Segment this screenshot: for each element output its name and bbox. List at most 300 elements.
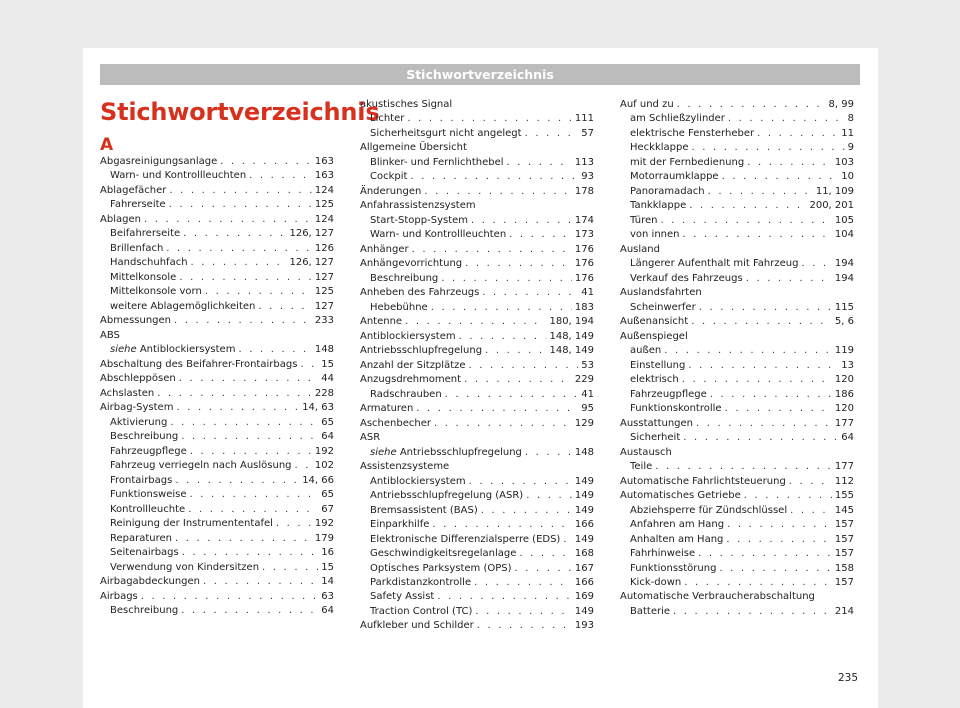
entry-text: Sicherheit [630,432,681,444]
entry-page-ref: 127 [314,300,334,312]
dot-leader [169,184,312,198]
entry-page-ref: 8 [847,113,854,125]
entry-page-ref: 194 [834,272,854,284]
index-subentry [360,272,594,286]
entry-page-ref: 157 [834,548,854,560]
dot-leader [471,214,572,228]
dot-leader [474,576,572,590]
entry-text: Achslasten [100,387,155,399]
dot-leader [475,605,572,619]
entry-term [360,257,462,271]
index-subentry [100,169,334,183]
entry-term [110,430,178,444]
index-subentry [620,156,854,170]
index-subentry [620,170,854,184]
index-subentry [360,590,594,604]
entry-text: Kick-down [630,576,682,588]
entry-text: Anhänger [360,243,409,255]
entry-text: Geschwindigkeitsregelanlage [370,548,517,560]
entry-term [630,504,787,518]
entry-page-ref: 14 [321,576,334,588]
index-entry [360,257,594,271]
index-entry [620,446,854,460]
entry-text: Änderungen [360,185,422,197]
index-subentry [360,518,594,532]
entry-page-ref: 163 [314,170,334,182]
entry-page-ref: 14, 66 [302,474,334,486]
dot-leader [515,562,572,576]
index-entry [360,315,594,329]
dot-leader [144,213,312,227]
entry-page-ref: 11 [841,127,854,139]
entry-text: Antriebsschlupfregelung (ASR) [370,490,524,502]
entry-page-ref: 64 [321,431,334,443]
dot-leader [790,504,832,518]
entry-page-ref: 149 [574,490,594,502]
entry-term [360,373,461,387]
index-subentry [620,127,854,141]
dot-leader [688,359,838,373]
entry-term [360,286,479,300]
entry-term [630,301,696,315]
entry-text: Frontairbags [110,474,173,486]
entry-text: am Schließzylinder [630,113,725,125]
index-entry [100,184,334,198]
index-subentry [620,533,854,547]
entry-text: Antiblockiersystem [360,330,456,342]
entry-page-ref: 125 [314,199,334,211]
index-subentry [620,359,854,373]
index-entry [360,402,594,416]
index-entry [360,417,594,431]
entry-term [630,518,724,532]
entry-page-ref: 177 [834,417,854,429]
entry-term [630,257,798,271]
entry-term [630,344,661,358]
entry-text: Allgemeine Übersicht [360,142,467,154]
entry-term [630,199,686,213]
entry-page-ref: 148 [314,344,334,356]
entry-page-ref: 157 [834,519,854,531]
dot-leader [683,431,838,445]
entry-text: Airbag-System [100,402,174,414]
entry-page-ref: 158 [834,562,854,574]
dot-leader [482,286,578,300]
entry-term [360,460,449,474]
dot-leader [477,619,572,633]
entry-term [110,546,179,560]
index-entry [100,590,334,604]
index-subentry [620,112,854,126]
entry-text: Aktivierung [110,416,168,428]
index-subentry [620,272,854,286]
entry-page-ref: 176 [574,243,594,255]
entry-term [370,388,442,402]
entry-page-ref: 103 [834,156,854,168]
dot-leader [563,533,572,547]
index-subentry [360,170,594,184]
entry-text: Ausland [620,243,660,255]
dot-leader [190,445,312,459]
entry-text: Safety Assist [370,591,435,603]
entry-text: Einparkhilfe [370,519,430,531]
entry-term [100,387,154,401]
entry-text: Seitenairbags [110,547,179,559]
dot-leader [708,185,813,199]
dot-leader [664,344,832,358]
entry-page-ref: 186 [834,388,854,400]
index-column-1 [100,155,334,619]
dot-leader [728,112,845,126]
dot-leader [432,518,572,532]
index-entry [100,155,334,169]
index-subentry [360,489,594,503]
entry-term [360,417,431,431]
dot-leader [300,358,318,372]
entry-text: Motorraumklappe [630,171,719,183]
index-entry [100,387,334,401]
entry-text: Handschuhfach [110,257,188,269]
entry-text: Abschleppösen [100,373,176,385]
entry-text: ABS [100,329,120,341]
index-subentry [360,388,594,402]
entry-page-ref: 157 [834,576,854,588]
entry-text: Verkauf des Fahrzeugs [630,272,743,284]
entry-term [110,169,246,183]
index-entry [360,98,594,112]
dot-leader [481,504,572,518]
entry-page-ref: 57 [581,127,594,139]
entry-page-ref: 229 [574,374,594,386]
index-subentry [100,532,334,546]
index-subentry [360,228,594,242]
index-subentry [100,285,334,299]
entry-page-ref: 194 [834,258,854,270]
entry-text: Reinigung der Instrumententafel [110,518,273,530]
index-subentry [620,605,854,619]
index-subentry [620,431,854,445]
index-entry [100,314,334,328]
entry-page-ref: 9 [847,142,854,154]
dot-leader [469,475,572,489]
index-subentry [360,504,594,518]
entry-term [360,185,421,199]
entry-page-ref: 176 [574,258,594,270]
index-subentry [620,547,854,561]
entry-page-ref: 5, 6 [834,316,854,328]
entry-term [110,227,180,241]
index-subentry [100,604,334,618]
index-entry [360,431,594,445]
entry-text: Automatisches Getriebe [620,490,741,502]
entry-term [620,489,741,503]
entry-text: Abgasreinigungsanlage [100,156,218,167]
entry-term [370,156,504,170]
entry-text: Ablagen [100,213,141,225]
entry-text: Elektronische Differenzialsperre (EDS) [370,533,561,545]
entry-page-ref: 120 [834,374,854,386]
entry-term [370,605,472,619]
entry-term [110,459,292,473]
entry-text: Austausch [620,446,672,458]
entry-term [630,141,689,155]
entry-page-ref: 157 [834,533,854,545]
entry-text: Armaturen [360,403,414,415]
entry-page-ref: 173 [574,229,594,241]
entry-text: Auf und zu [620,99,674,110]
entry-term [370,301,428,315]
entry-page-ref: 169 [574,591,594,603]
index-entry [360,141,594,155]
index-entry [620,315,854,329]
dot-leader [437,590,572,604]
entry-page-ref: 113 [574,156,594,168]
index-entry [360,619,594,633]
index-entry [360,199,594,213]
entry-term [110,474,172,488]
entry-page-ref: 16 [321,547,334,559]
index-subentry [360,475,594,489]
dot-leader [179,372,319,386]
dot-leader [445,388,579,402]
entry-term [630,127,754,141]
entry-text: mit der Fernbedienung [630,156,745,168]
dot-leader [412,243,572,257]
entry-text: Abziehsperre für Zündschlüssel [630,504,788,516]
entry-text: Assistenzsysteme [360,461,450,473]
entry-page-ref: 149 [574,504,594,516]
entry-text: Blinker- und Fernlichthebel [370,156,504,168]
entry-page-ref: 149 [574,475,594,487]
dot-leader [141,590,319,604]
entry-term [370,272,438,286]
index-subentry [360,214,594,228]
dot-leader [469,359,579,373]
dot-leader [682,373,832,387]
entry-page-ref: 129 [574,417,594,429]
entry-term [110,300,255,314]
index-subentry [100,445,334,459]
dot-leader [181,604,318,618]
entry-page-ref: 126 [314,242,334,254]
index-subentry [620,460,854,474]
entry-term [630,214,657,228]
dot-leader [507,156,572,170]
entry-term [100,213,141,227]
entry-term [110,561,259,575]
entry-text: Sicherheitsgurt nicht angelegt [370,127,522,139]
entry-page-ref: 166 [574,519,594,531]
dot-leader [295,459,312,473]
entry-text: Beifahrerseite [110,228,181,240]
dot-leader [719,562,831,576]
entry-term [360,359,466,373]
entry-term [630,402,722,416]
entry-text: Automatische Fahrlichtsteuerung [620,475,786,487]
entry-text: Fahrzeug verriegeln nach Auslösung [110,460,292,472]
entry-page-ref: 120 [834,403,854,415]
entry-text: Lichter [370,113,405,125]
entry-text: Teile [630,461,653,473]
entry-text: Beschreibung [370,272,439,284]
entry-term [370,228,506,242]
dot-leader [509,228,572,242]
entry-term [630,388,707,402]
dot-leader [166,242,312,256]
entry-term [370,518,429,532]
entry-page-ref: 93 [581,171,594,183]
entry-text: Antiblockiersystem [370,475,466,487]
index-subentry [100,488,334,502]
entry-text: Abschaltung des Beifahrer-Frontairbags [100,358,298,370]
entry-term [110,445,187,459]
entry-text: elektrisch [630,374,679,386]
entry-term [110,242,163,256]
dot-leader [276,517,312,531]
entry-term [110,532,172,546]
dot-leader [416,402,578,416]
entry-page-ref: 193 [574,620,594,632]
dot-leader [249,169,312,183]
entry-text: Abmessungen [100,315,172,327]
entry-term [110,198,166,212]
entry-text: Anfahrassistenzsystem [360,200,476,212]
index-entry [360,373,594,387]
entry-term [630,228,680,242]
entry-term [370,590,434,604]
index-entry [360,330,594,344]
entry-term [110,343,235,357]
entry-page-ref: 64 [841,432,854,444]
entry-text: Panoramadach [630,185,705,197]
entry-page-ref: 10 [841,171,854,183]
entry-text: Hebebühne [370,301,428,313]
entry-text: Kontrollleuchte [110,503,186,515]
entry-term [360,141,467,155]
dot-leader [203,575,318,589]
index-column-3 [620,98,854,619]
dot-leader [683,228,832,242]
entry-term [370,576,471,590]
index-entry [360,359,594,373]
index-entry [620,330,854,344]
entry-page-ref: 104 [834,229,854,241]
entry-term [370,170,407,184]
index-subentry [360,301,594,315]
entry-page-ref: 44 [321,373,334,385]
entry-text: Anfahren am Hang [630,519,725,531]
index-subentry [100,561,334,575]
entry-term [630,562,716,576]
dot-leader [696,417,832,431]
dot-leader [179,271,312,285]
entry-term [360,315,402,329]
entry-text: Batterie [630,605,671,617]
entry-text: Ausstattungen [620,417,694,429]
entry-page-ref: 8, 99 [828,99,854,110]
entry-page-ref: 183 [574,301,594,313]
index-subentry [360,576,594,590]
entry-page-ref: 127 [314,271,334,283]
entry-text: Optisches Parksystem (OPS) [370,562,512,574]
index-subentry [360,547,594,561]
entry-term [100,372,176,386]
entry-text: Bremsassistent (BAS) [370,504,478,516]
entry-text: Airbags [100,590,138,602]
entry-term [620,98,674,112]
entry-text: Funktionsweise [110,489,187,501]
index-subentry [100,242,334,256]
entry-text: Fahrhinweise [630,548,696,560]
index-entry [620,475,854,489]
entry-text: Antriebsschlupfregelung [360,345,483,357]
entry-term [110,416,167,430]
dot-leader [726,533,832,547]
see-reference: siehe [110,344,137,356]
index-subentry [360,562,594,576]
dot-leader [157,387,312,401]
entry-page-ref: 111 [574,113,594,125]
entry-text: Heckklappe [630,142,689,154]
entry-text: Antenne [360,316,403,328]
entry-term [370,127,522,141]
entry-term [630,185,705,199]
entry-term [360,431,380,445]
dot-leader [441,272,572,286]
dot-leader [677,98,826,112]
index-entry [620,417,854,431]
index-entry [100,372,334,386]
entry-term [360,344,482,358]
dot-leader [459,330,547,344]
index-subentry [100,517,334,531]
entry-page-ref: 179 [314,532,334,544]
entry-page-ref: 126, 127 [289,257,334,269]
entry-page-ref: 192 [314,518,334,530]
dot-leader [407,112,572,126]
index-subentry [620,301,854,315]
index-subentry [100,271,334,285]
entry-page-ref: 145 [834,504,854,516]
dot-leader [525,127,579,141]
entry-text: Cockpit [370,171,408,183]
entry-term [370,446,522,460]
index-subentry [100,474,334,488]
dot-leader [176,401,299,415]
entry-page-ref: 178 [574,185,594,197]
page-number: 235 [838,672,859,684]
entry-term [110,488,187,502]
entry-page-ref: 64 [321,605,334,617]
index-subentry [100,198,334,212]
entry-term [630,605,670,619]
dot-leader [689,199,806,213]
entry-term [110,517,273,531]
entry-text: Anhalten am Hang [630,533,724,545]
entry-page-ref: 124 [314,213,334,225]
index-subentry [360,533,594,547]
entry-text: Brillenfach [110,242,164,254]
entry-page-ref: 180, 194 [549,316,594,328]
entry-term [620,590,815,604]
dot-leader [431,301,572,315]
index-title: Stichwortverzeichnis [100,98,380,126]
entry-term [630,373,679,387]
entry-term [100,329,120,343]
index-subentry [620,576,854,590]
entry-text: Anheben des Fahrzeugs [360,287,480,299]
entry-page-ref: 149 [574,533,594,545]
